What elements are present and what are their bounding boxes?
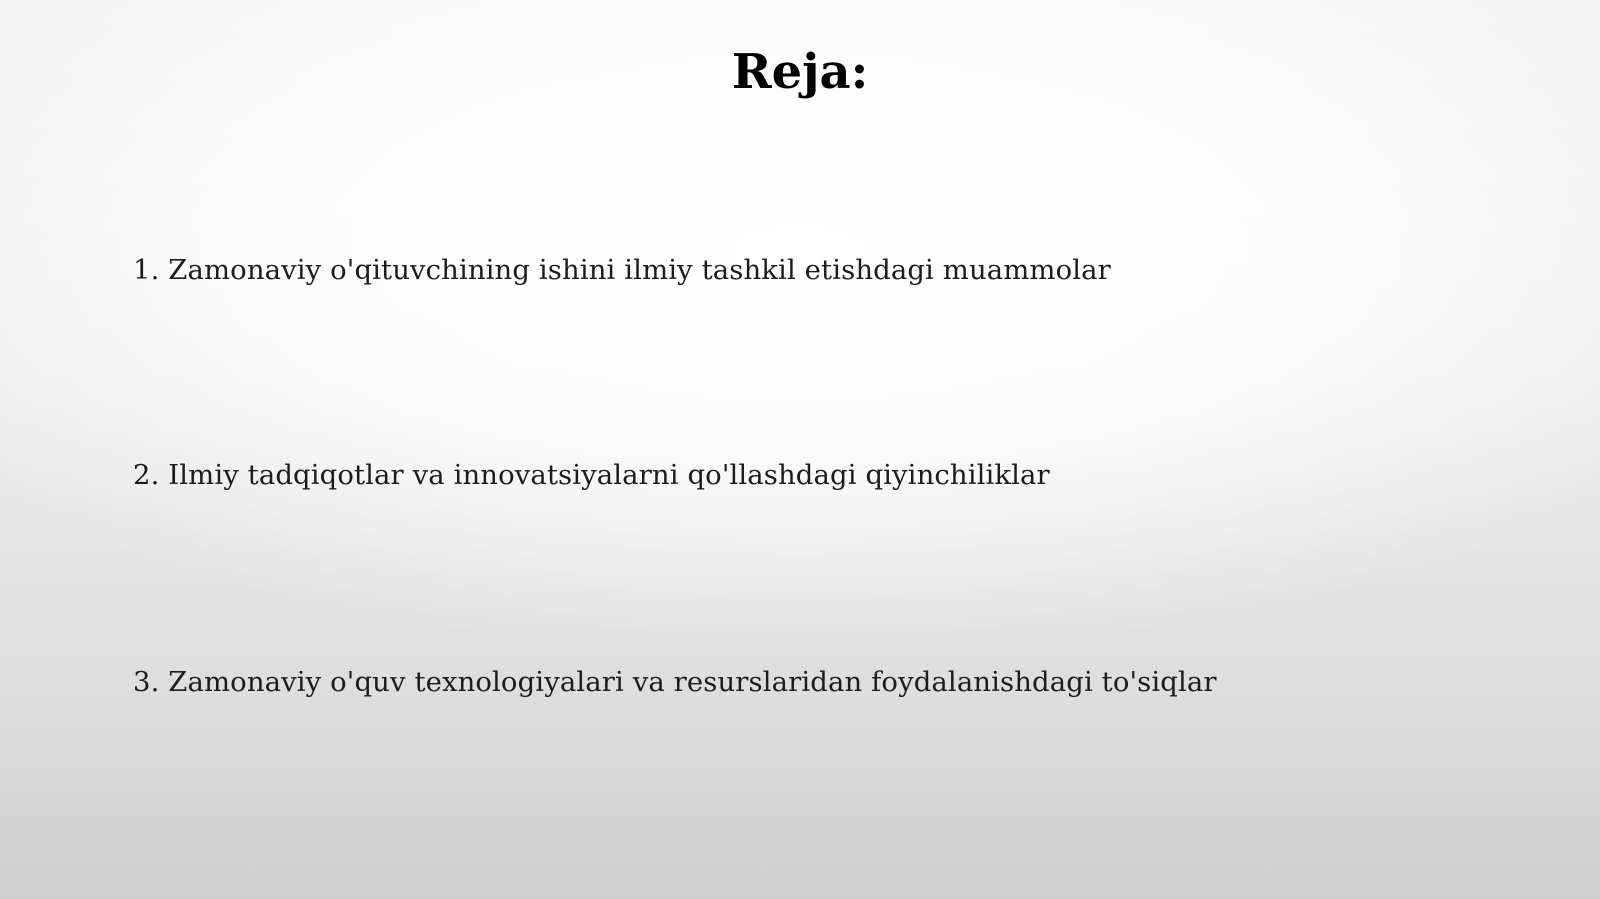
plan-item-1: 1. Zamonaviy o'qituvchining ishini ilmiy tashkil etishdagi muammolar <box>133 254 1111 286</box>
slide-title: Reja: <box>731 44 869 100</box>
plan-item-3: 3. Zamonaviy o'quv texnologiyalari va resurslaridan foydalanishdagi to'siqlar <box>133 666 1217 698</box>
plan-item-2: 2. Ilmiy tadqiqotlar va innovatsiyalarni qo'llashdagi qiyinchiliklar <box>133 459 1050 491</box>
